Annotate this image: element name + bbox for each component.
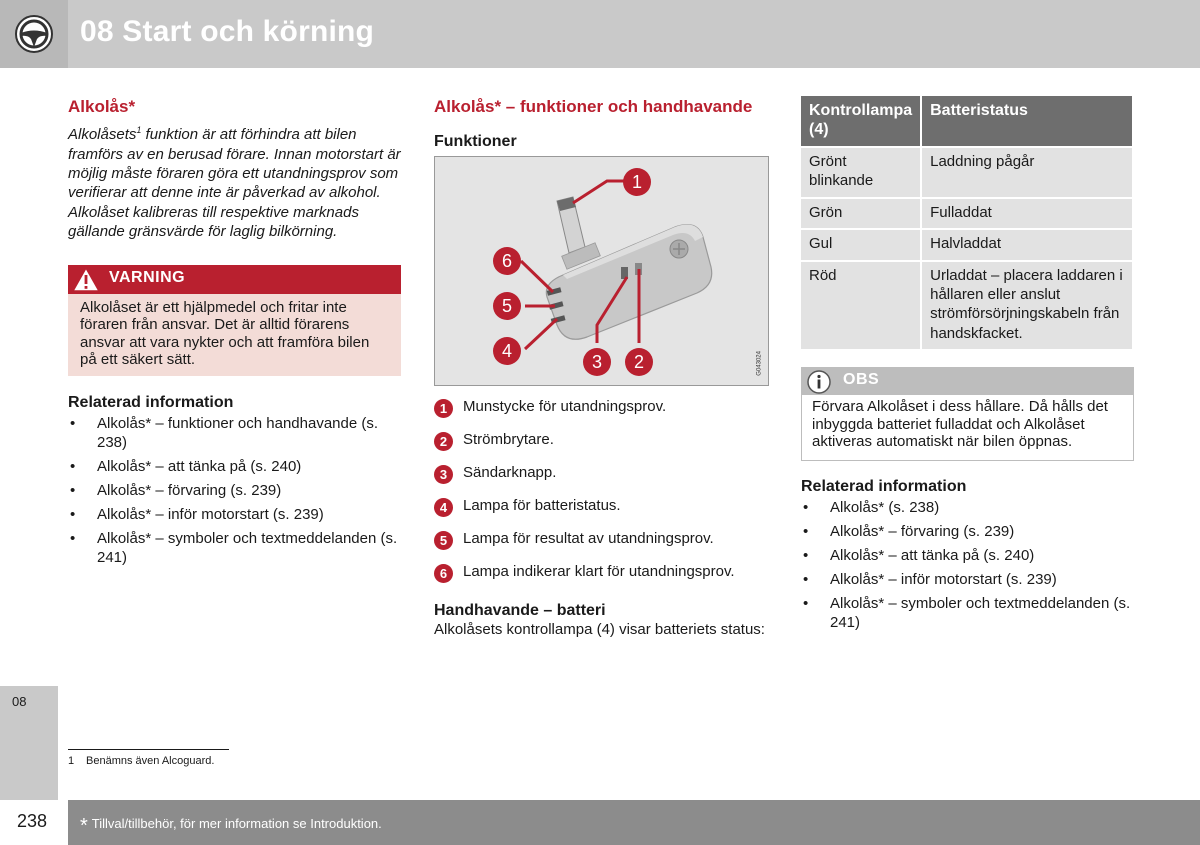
related-list — [801, 498, 1132, 632]
footer-note-text: Tillval/tillbehör, för mer information se Introduktion. — [91, 816, 382, 831]
obs-header — [802, 368, 1133, 395]
table-cell: Urladdat – placera laddaren i hållaren eller anslut strömförsörjningskabeln från handskfacket. — [920, 260, 1132, 350]
table-cell: Grönt blinkande — [801, 146, 920, 197]
related-link[interactable]: • Alkolås* – att tänka på (s. 240) — [801, 546, 1132, 565]
table-cell: Halvladdat — [920, 228, 1132, 259]
related-link[interactable]: • Alkolås* – symboler och textmeddelanden (s. 241) — [68, 529, 401, 567]
legend-item — [434, 463, 769, 496]
legend-text: Lampa för resultat av utandningsprov. — [463, 530, 714, 548]
battery-heading: Handhavande – batteri — [434, 602, 606, 620]
obs-note-box — [801, 367, 1134, 461]
section-heading: Alkolås* — [68, 97, 136, 116]
number-badge-icon: 2 — [434, 432, 453, 451]
alcolock-illustration — [435, 157, 768, 385]
legend-item — [434, 430, 769, 463]
callout-1-label: 1 — [631, 172, 643, 193]
number-badge-icon: 1 — [434, 399, 453, 418]
battery-status-table — [801, 96, 1132, 349]
related-heading: Relaterad information — [68, 394, 234, 412]
related-link[interactable]: • Alkolås* – förvaring (s. 239) — [801, 522, 1132, 541]
legend-text: Lampa indikerar klart för utandningsprov. — [463, 563, 735, 581]
callout-4-label: 4 — [501, 341, 513, 362]
related-link[interactable]: • Alkolås* – att tänka på (s. 240) — [68, 457, 401, 476]
table-row — [801, 197, 1132, 228]
footnote-number: 1 — [68, 755, 75, 767]
warning-box — [68, 265, 401, 377]
table-header-row — [801, 96, 1132, 146]
warning-triangle-icon — [70, 265, 102, 294]
legend-text: Lampa för batteristatus. — [463, 497, 621, 515]
figure-code: G043024 — [757, 351, 763, 376]
column-right — [801, 96, 1132, 637]
callout-3-label: 3 — [591, 352, 603, 373]
obs-text: Förvara Alkolåset i dess hållare. Då hålls det inbyggda batteriet fulladdat och Alkolåset aktiveras automatiskt när bilen öppnas. — [812, 398, 1108, 451]
warning-header — [68, 265, 401, 294]
related-link[interactable]: • Alkolås* – symboler och textmeddelanden (s. 241) — [801, 594, 1132, 632]
number-badge-icon: 6 — [434, 564, 453, 583]
legend-text: Munstycke för utandningsprov. — [463, 398, 667, 416]
number-badge-icon: 3 — [434, 465, 453, 484]
header-icon-cell — [0, 0, 68, 68]
table-header-status: Batteristatus — [920, 96, 1132, 146]
related-link[interactable]: • Alkolås* (s. 238) — [801, 498, 1132, 517]
page-number: 238 — [17, 811, 48, 831]
chapter-tab-label: 08 — [12, 694, 27, 709]
footnote — [68, 755, 214, 767]
callout-2-label: 2 — [633, 352, 645, 373]
page-header — [0, 0, 1200, 68]
related-heading: Relaterad information — [801, 478, 967, 496]
table-header-lamp: Kontrollampa (4) — [801, 96, 920, 146]
figure-legend — [434, 397, 769, 595]
related-link[interactable]: • Alkolås* – förvaring (s. 239) — [68, 481, 401, 500]
table-row — [801, 228, 1132, 259]
legend-item — [434, 529, 769, 562]
footnote-divider — [68, 749, 229, 750]
column-left — [68, 96, 401, 572]
table-row — [801, 146, 1132, 197]
related-link[interactable]: • Alkolås* – inför motorstart (s. 239) — [801, 570, 1132, 589]
number-badge-icon: 5 — [434, 531, 453, 550]
table-cell: Gul — [801, 228, 920, 259]
legend-item — [434, 496, 769, 529]
legend-text: Sändarknapp. — [463, 464, 557, 482]
chapter-tab — [0, 686, 58, 800]
steering-wheel-icon — [14, 14, 54, 54]
related-link[interactable]: • Alkolås* – funktioner och handhavande (s. 238) — [68, 414, 401, 452]
legend-item — [434, 397, 769, 430]
intro-paragraph — [68, 121, 401, 241]
alcolock-figure — [434, 156, 769, 386]
number-badge-icon: 4 — [434, 498, 453, 517]
related-list — [68, 414, 401, 567]
table-row — [801, 260, 1132, 350]
page-title: 08 Start och körning — [80, 15, 375, 48]
table-cell: Laddning pågår — [920, 146, 1132, 197]
warning-title: VARNING — [109, 268, 186, 286]
obs-title: OBS — [843, 371, 880, 389]
table-cell: Röd — [801, 260, 920, 350]
intro-text-start: Alkolåsets — [68, 126, 137, 144]
functions-heading: Funktioner — [434, 133, 517, 151]
legend-item — [434, 562, 769, 595]
callout-5-label: 5 — [501, 296, 513, 317]
callout-6-label: 6 — [501, 251, 513, 272]
intro-text-rest: funktion är att förhindra att bilen framförs av en berusad förare. Innan motorstart är möjlig måste föraren göra ett utandningsprov som verifierar att denne inte är påverkad av alkohol. Alkolåset kalibreras till respektive marknads gällande gränsvärde för laglig bilkörning. — [68, 126, 401, 241]
warning-text: Alkolåset är ett hjälpmedel och fritar inte föraren från ansvar. Det är alltid förarens ansvar att vara nykter och att framföra bilen på ett säkert sätt. — [68, 294, 401, 377]
footnote-ref: 1 — [136, 125, 142, 136]
column-middle — [434, 96, 769, 639]
battery-text: Alkolåsets kontrollampa (4) visar batteriets status: — [434, 621, 765, 639]
star-icon: * — [80, 815, 88, 837]
related-link[interactable]: • Alkolås* – inför motorstart (s. 239) — [68, 505, 401, 524]
table-cell: Fulladdat — [920, 197, 1132, 228]
footer-note — [80, 815, 382, 838]
info-icon — [807, 370, 831, 394]
legend-text: Strömbrytare. — [463, 431, 554, 449]
section-heading: Alkolås* – funktioner och handhavande — [434, 97, 753, 116]
footnote-text: Benämns även Alcoguard. — [86, 755, 215, 767]
table-cell: Grön — [801, 197, 920, 228]
